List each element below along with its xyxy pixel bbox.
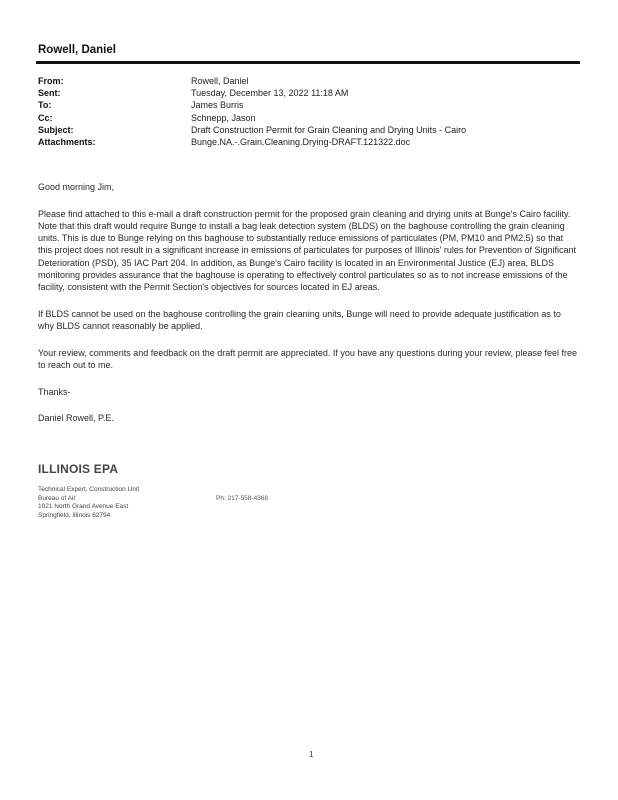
attachment-filename[interactable]: Bunge.NA.-.Grain.Cleaning.Drying-DRAFT.121322.doc [191, 137, 411, 148]
header-value-subject: Draft Construction Permit for Grain Cleaning and Drying Units - Cairo [191, 124, 467, 135]
page-number: 1 [309, 750, 314, 759]
header-row-sent [38, 87, 583, 99]
header-row-from [38, 75, 583, 87]
header-row-attachments [38, 136, 583, 148]
header-label: Sent: [38, 88, 61, 99]
body-paragraph: If BLDS cannot be used on the baghouse controlling the grain cleaning units, Bunge will need to provide adequate justification as to why BLDS cannot reasonably be applied. [38, 308, 561, 332]
header-label: From: [38, 76, 64, 86]
header-label: Attachments: [38, 137, 96, 148]
header-value-cc: Schnepp, Jason [191, 112, 256, 123]
header-row-to [38, 99, 583, 111]
header-label: Cc: [38, 112, 53, 123]
header-row-cc [38, 112, 583, 124]
email-body [38, 181, 578, 439]
signature-name: Daniel Rowell, P.E. [38, 413, 114, 424]
signature-street: 1021 North Grand Avenue East [38, 503, 129, 510]
header-value-to: James Burris [191, 100, 244, 111]
illinois-epa-logo: ILLINOIS EPA [38, 462, 119, 476]
header-value-sent: Tuesday, December 13, 2022 11:18 AM [191, 88, 349, 99]
header-divider [36, 61, 580, 64]
email-headers [38, 75, 583, 148]
sender-name: Rowell, Daniel [38, 44, 116, 56]
body-paragraph: Please find attached to this e-mail a draft construction permit for the proposed grain cleaning and drying units at Bunge's Cairo facility. Note that this draft would require Bunge to install a bag leak detection system (BLDS) on the baghouse controlling the grain cleaning units. This is due to Bunge relying on this baghouse to substantially reduce emissions of particulates (PM, PM10 and PM2.5) so that this project does not result in a significant increase in emissions of particulates for purposes of Illinois' rules for Prevention of Significant Deterioration (PSD), 35 IAC Part 204. In addition, as Bunge's Cairo facility is located in an Environmental Justice (EJ) area, BLDS monitoring provides assurance that the baghouse is operating to effectively control particulates so as to not increase emissions of the facility, consistent with the Permit Section's objectives for sources located in EJ areas. [38, 208, 576, 293]
signature-block [38, 486, 139, 520]
signature-city: Springfield, Illinois 62794 [38, 511, 111, 519]
header-row-subject [38, 124, 583, 136]
signature-phone: Ph: 217-558-4368 [216, 494, 269, 502]
header-label: Subject: [38, 124, 74, 135]
header-value-from: Rowell, Daniel [191, 76, 249, 86]
greeting: Good morning Jim, [38, 182, 115, 192]
signature-title: Technical Expert, Construction Unit [38, 486, 140, 493]
signature-bureau: Bureau of Air [38, 494, 76, 502]
body-paragraph: Your review, comments and feedback on the draft permit are appreciated. If you have any questions during your review, please feel free to reach out to me. [38, 347, 577, 371]
header-label: To: [38, 100, 52, 111]
closing: Thanks- [38, 386, 71, 397]
